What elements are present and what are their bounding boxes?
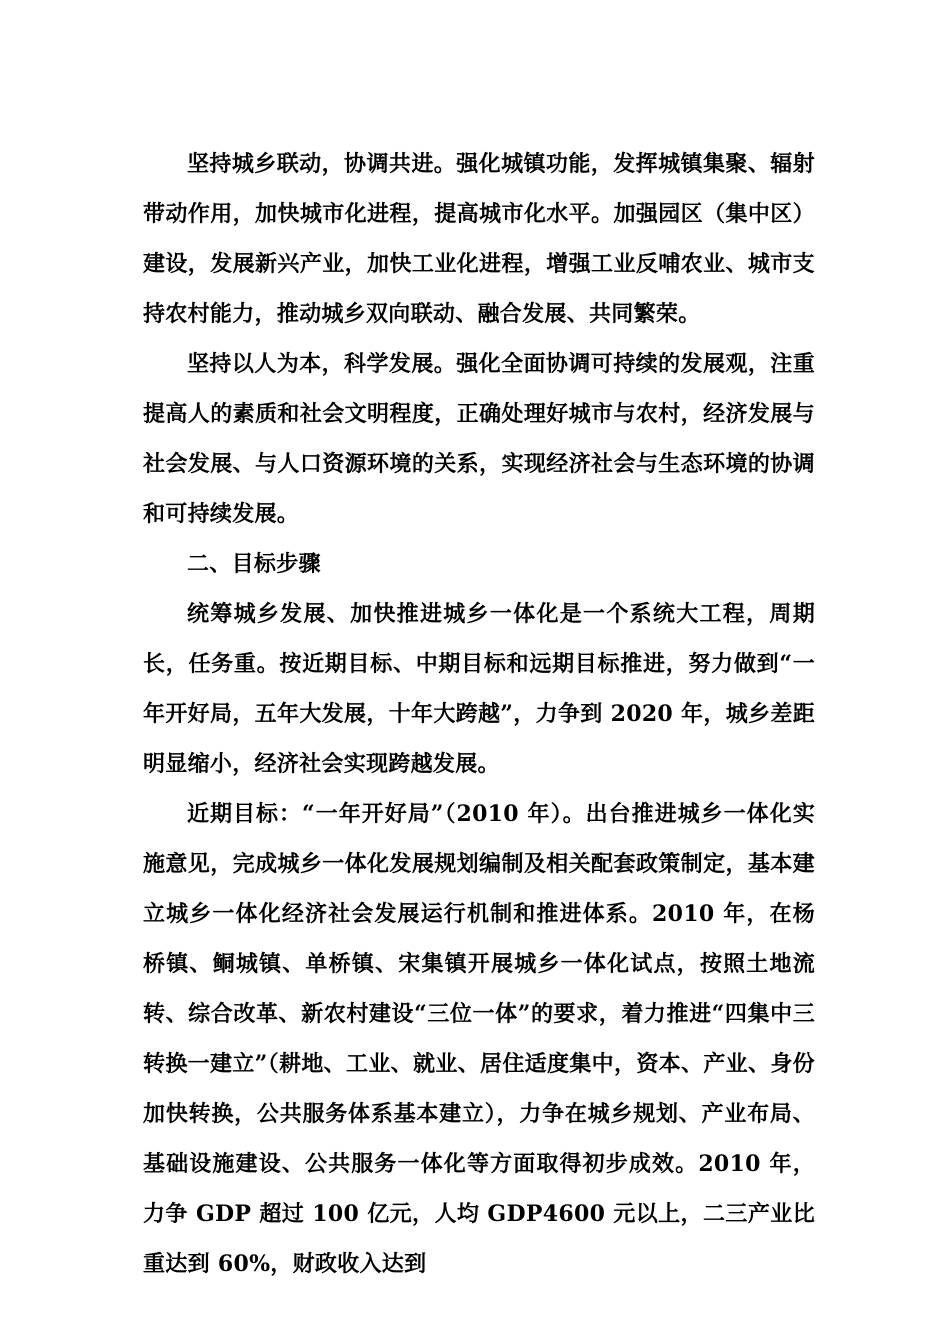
document-body [143, 139, 815, 1289]
paragraph-principle-urban-rural-linkage: 坚持城乡联动，协调共进。强化城镇功能，发挥城镇集聚、辐射带动作用，加快城市化进程，提高城市化水平。加强园区（集中区）建设，发展新兴产业，加快工业化进程，增强工业反哺农业、城市支持农村能力，推动城乡双向联动、融合发展、共同繁荣。 [143, 151, 815, 327]
paragraph-principle-people-oriented: 坚持以人为本，科学发展。强化全面协调可持续的发展观，注重提高人的素质和社会文明程度，正确处理好城市与农村，经济发展与社会发展、与人口资源环境的关系，实现经济社会与生态环境的协调和可持续发展。 [143, 351, 815, 527]
paragraph-near-term-goal: 近期目标：“一年开好局”（2010 年）。出台推进城乡一体化实施意见，完成城乡一体化发展规划编制及相关配套政策制定，基本建立城乡一体化经济社会发展运行机制和推进体系。2010 年，在杨桥镇、鲖城镇、单桥镇、宋集镇开展城乡一体化试点，按照土地流转、综合改革、新农村建设“三位一体”的要求，着力推进“四集中三转换一建立”（耕地、工业、就业、居住适度集中，资本、产业、身份加快转换，公共服务体系基本建立），力争在城乡规划、产业布局、基础设施建设、公共服务一体化等方面取得初步成效。2010 年，力争 GDP 超过 100 亿元，人均 GDP4600 元以上，二三产业比重达到 60%，财政收入达到 [143, 801, 815, 1277]
paragraph-goals-overview: 统筹城乡发展、加快推进城乡一体化是一个系统大工程，周期长，任务重。按近期目标、中期目标和远期目标推进，努力做到“一年开好局，五年大发展，十年大跨越”，力争到 2020 年，城乡差距明显缩小，经济社会实现跨越发展。 [143, 601, 815, 777]
section-heading-goals-steps: 二、目标步骤 [187, 551, 321, 577]
